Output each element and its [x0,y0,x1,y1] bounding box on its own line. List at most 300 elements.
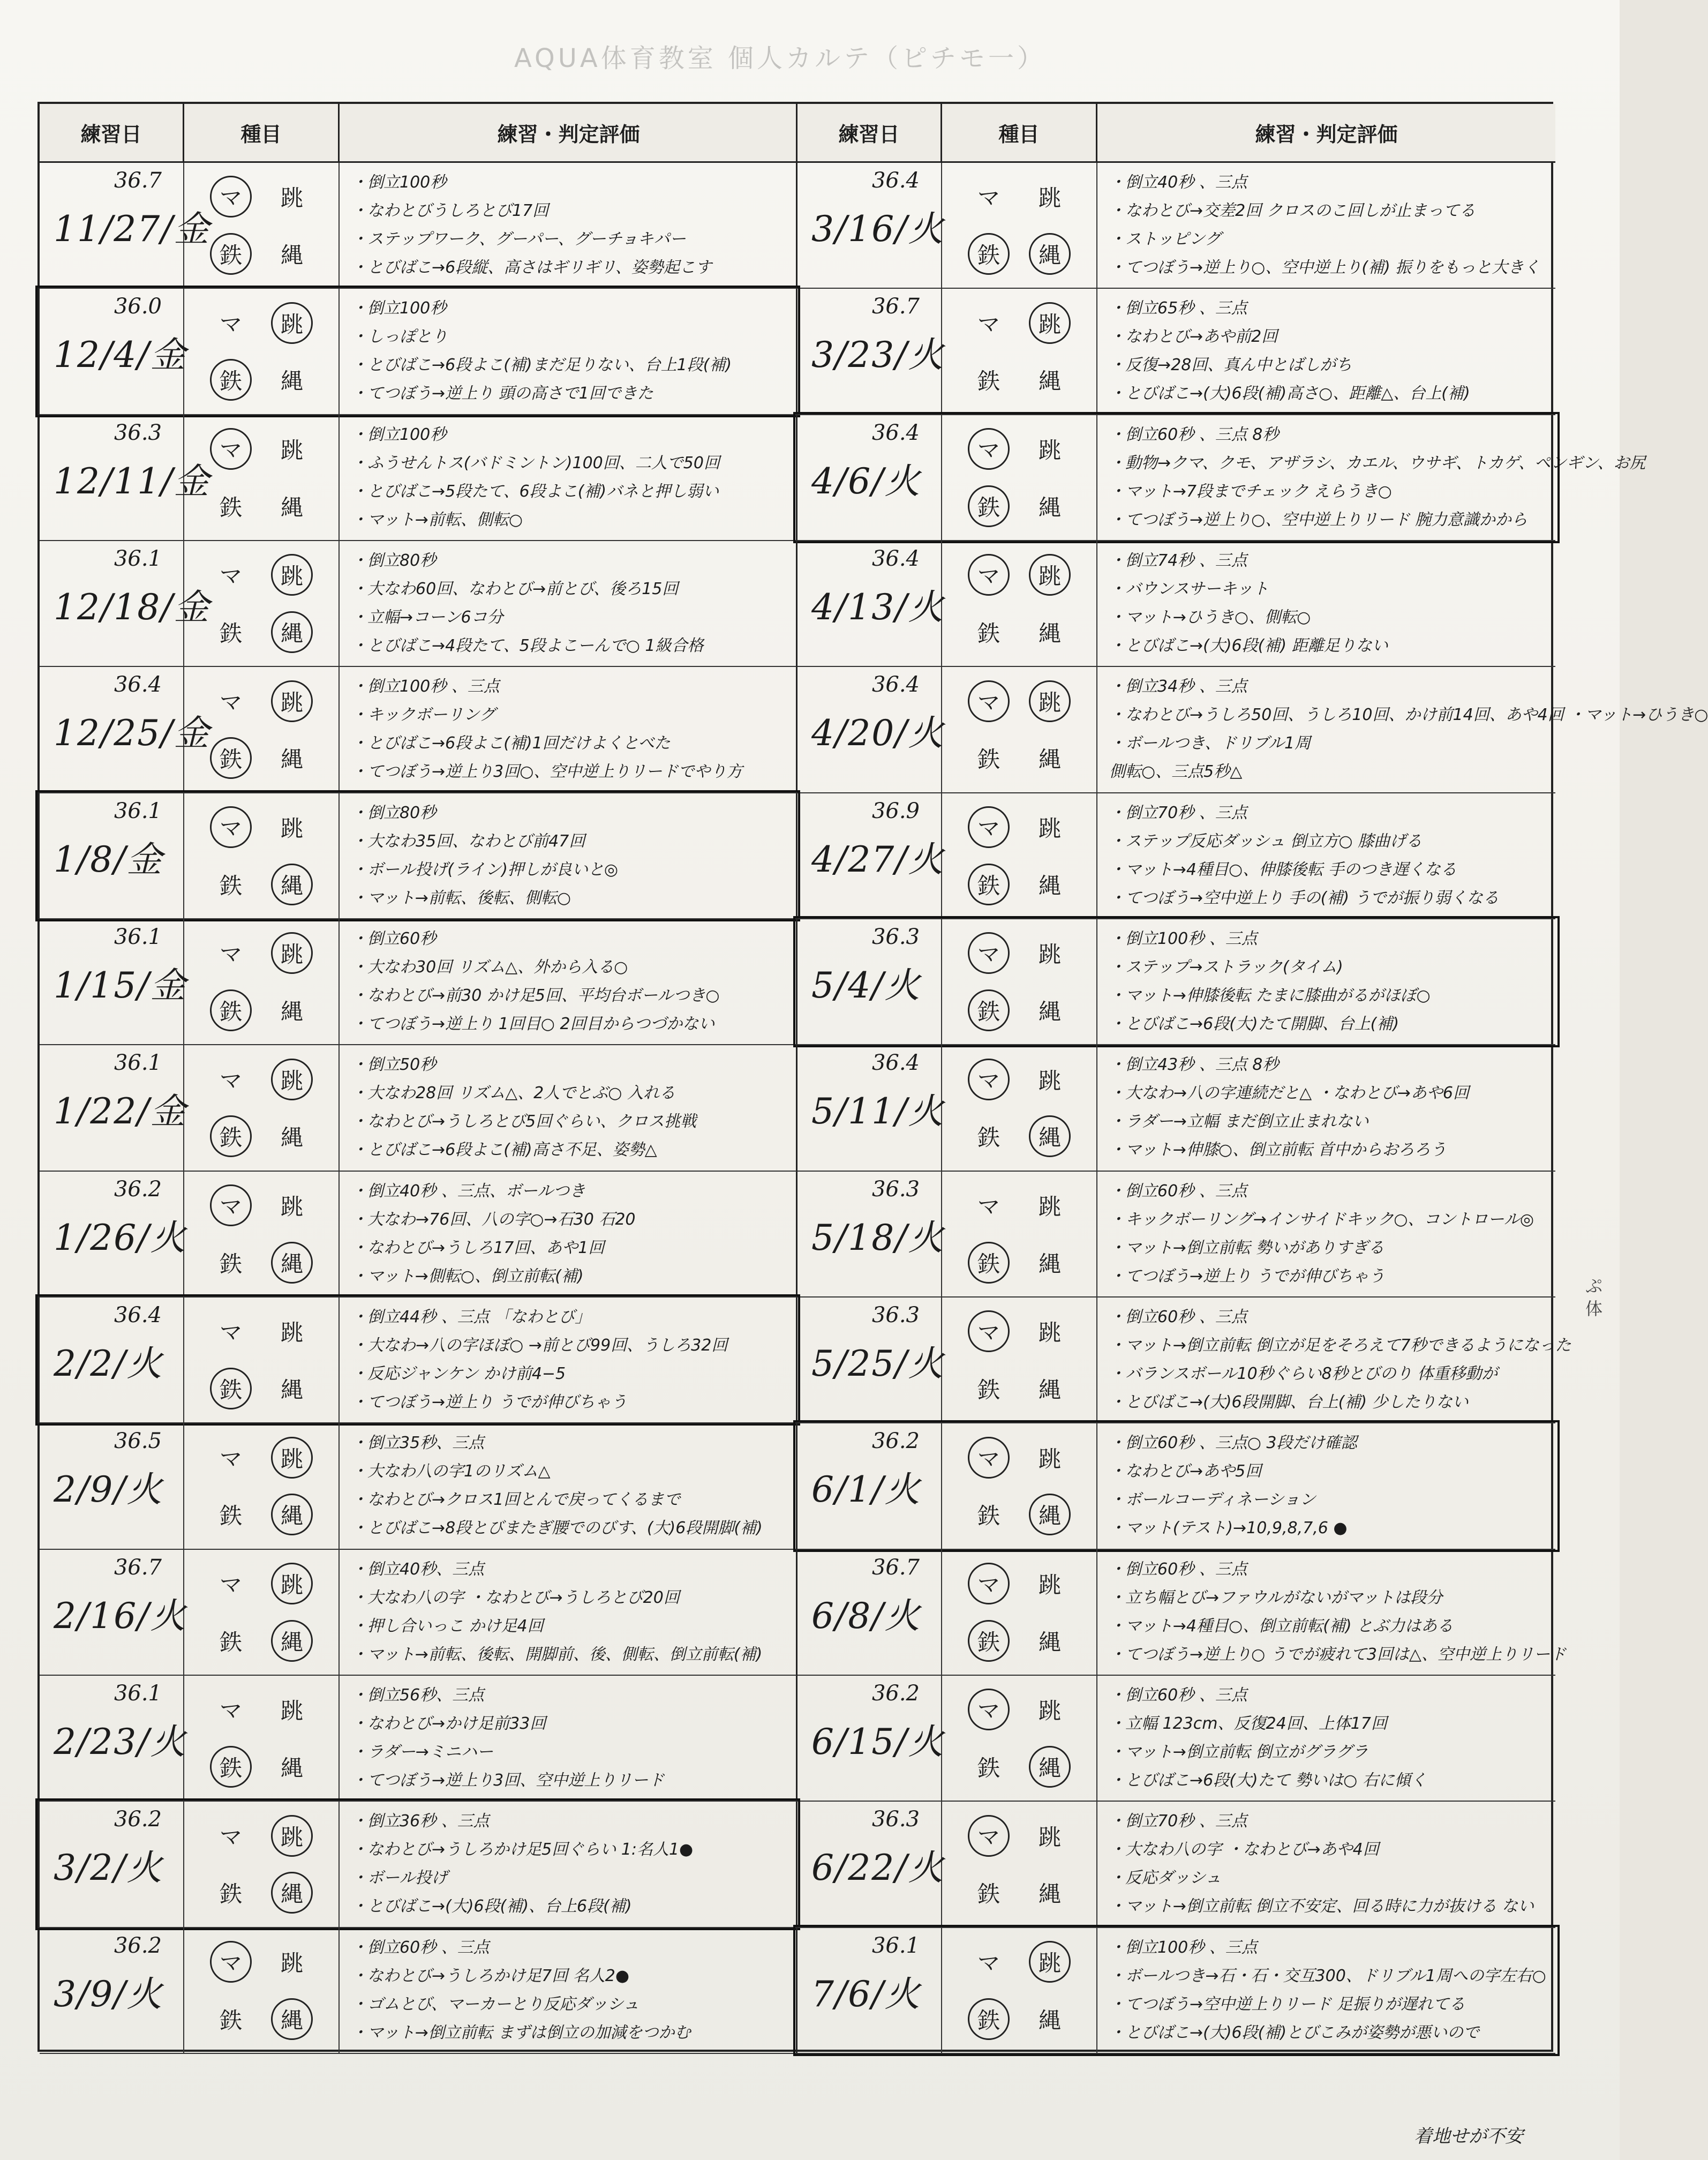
event-type-label: 跳 [1038,1445,1061,1472]
event-type-label: マ [219,311,242,338]
event-type-label: 跳 [1038,1824,1061,1850]
event-type-mark [1019,421,1080,478]
body-temperature: 36.5 [114,1429,162,1454]
event-type-mark [200,1612,261,1669]
event-type-cell [942,1045,1097,1170]
body-temperature: 36.4 [114,1302,162,1328]
event-type-mark [1019,672,1080,730]
date-cell [40,1550,187,1675]
record-row [797,415,1646,541]
event-type-mark [200,1177,261,1234]
note-line: ・大なわ35回、なわとび前47回 [351,831,585,851]
body-temperature: 36.7 [871,1555,920,1580]
event-type-mark [958,1681,1019,1738]
event-type-mark [1019,982,1080,1039]
note-line: ・倒立100秒 、三点 [351,677,500,696]
event-type-mark [1019,1738,1080,1796]
event-type-mark [1019,604,1080,661]
evaluation-notes [1097,1045,1555,1170]
note-line: ・マット→ひうき○、側転○ [1109,608,1311,627]
event-type-cell [184,1550,340,1675]
event-type-mark [1019,1360,1080,1418]
event-type-mark [200,1486,261,1543]
event-type-mark [958,1990,1019,2048]
event-type-mark [200,1234,261,1291]
event-type-label: マ [968,932,1010,974]
event-type-mark [261,421,322,478]
record-row [40,1298,797,1423]
date-cell [40,541,210,666]
body-temperature: 36.3 [871,1302,920,1328]
practice-date: 5/4/火 [811,964,921,1006]
note-line: ・ステップ反応ダッシュ 倒立方○ 膝曲げる [1109,831,1423,851]
event-type-label: 鉄 [219,1629,242,1655]
event-type-mark [1019,1555,1080,1612]
record-row [40,163,797,289]
event-type-mark [958,421,1019,478]
event-type-mark [261,351,322,409]
note-line: ・倒立60秒 [351,929,437,948]
event-type-mark [958,925,1019,982]
event-type-mark [958,546,1019,604]
event-type-mark [1019,226,1080,283]
body-temperature: 36.2 [871,1429,920,1454]
note-line: ・倒立40秒 、三点、ボールつき [351,1181,586,1201]
event-type-mark [261,730,322,787]
event-type-label: 縄 [1038,368,1061,395]
practice-date: 7/6/火 [811,1973,921,2015]
practice-date: 12/4/金 [54,334,187,376]
event-type-mark [1019,730,1080,787]
header-type: 種目 [942,104,1097,161]
event-type-mark [200,294,261,351]
note-line: ・ボール投げ(ライン)押しが良いと◎ [351,860,619,879]
note-line: ・倒立65秒 、三点 [1109,299,1247,318]
event-type-label: 跳 [1038,1319,1061,1346]
note-line: ・なわとび→前30 かけ足5回、平均台ボールつき○ [351,986,720,1005]
event-type-mark [261,672,322,730]
event-type-label: 縄 [1038,872,1061,899]
note-line: ・大なわ30回 リズム△、外から入る○ [351,957,628,977]
event-type-label: 鉄 [977,1503,1000,1529]
event-type-mark [200,982,261,1039]
note-line: ・倒立60秒 、三点 [1109,1559,1247,1579]
event-type-cell [184,793,340,918]
evaluation-notes [340,667,797,792]
event-type-label: マ [977,1949,1000,1976]
event-type-mark [261,1234,322,1291]
event-type-label: 跳 [1038,815,1061,842]
table-header-right [797,104,1555,163]
event-type-label: 鉄 [219,1503,242,1529]
event-type-mark [958,1177,1019,1234]
note-line: ・マット→倒立前転 倒立がグラグラ [1109,1742,1368,1761]
event-type-mark [1019,1429,1080,1486]
event-type-mark [1019,477,1080,535]
event-type-label: 縄 [280,494,303,521]
event-type-label: マ [977,311,1000,338]
event-type-label: マ [968,680,1010,722]
record-row [797,1928,1555,2054]
event-type-label: 跳 [280,185,303,212]
date-cell [40,793,184,918]
event-type-mark [261,1360,322,1418]
event-type-mark [261,546,322,604]
event-type-label: 縄 [1038,746,1061,773]
note-line: ・なわとび→あや前2回 [1109,327,1278,347]
event-type-label: 縄 [280,368,303,395]
note-line: ・とびばこ→6段よこ(補)まだ足りない、台上1段(補) [351,356,732,375]
event-type-cell [942,793,1097,918]
practice-date: 6/22/火 [811,1847,945,1889]
body-temperature: 36.1 [114,798,162,823]
body-temperature: 36.1 [871,1933,920,1958]
note-line: ・マット→側転○、倒立前転(補) [351,1266,584,1286]
note-line: ・大なわ28回 リズム△、2人でとぶ○ 入れる [351,1084,675,1103]
body-temperature: 36.4 [871,546,920,571]
event-type-mark [958,1360,1019,1418]
event-type-label: 跳 [271,302,313,344]
evaluation-notes [340,163,797,288]
practice-date: 12/11/金 [54,460,210,502]
date-cell [40,1676,187,1801]
event-type-label: 鉄 [219,494,242,521]
event-type-label: マ [968,806,1010,848]
evaluation-notes [340,1172,797,1296]
practice-date: 6/15/火 [811,1721,945,1762]
note-line: ・ボール投げ [351,1869,448,1888]
practice-date: 1/26/火 [54,1217,187,1258]
date-cell [40,1928,184,2053]
note-line: ・倒立40秒 、三点 [1109,173,1247,192]
note-line: ・てつぼう→逆上り うでが伸びちゃう [351,1392,627,1412]
event-type-label: 縄 [271,1620,313,1662]
event-type-label: 跳 [280,1193,303,1220]
note-line: ・倒立60秒 、三点○ 3段だけ確認 [1109,1434,1357,1453]
date-cell [40,163,210,288]
practice-date: 5/18/火 [811,1217,945,1258]
event-type-label: 跳 [280,1698,303,1724]
event-type-mark [261,1807,322,1864]
note-line: ・なわとび→うしろかけ足5回ぐらい 1:名人1● [351,1840,694,1859]
event-type-mark [1019,1681,1080,1738]
record-row [40,1550,797,1676]
event-type-label: 跳 [271,554,313,596]
practice-date: 2/16/火 [54,1595,187,1637]
event-type-label: 跳 [1038,1571,1061,1598]
event-type-mark [958,856,1019,913]
evaluation-notes [1097,1550,1567,1675]
note-line: ・倒立100秒 [351,425,447,444]
event-type-label: 縄 [280,1124,303,1151]
practice-date: 3/2/火 [54,1847,163,1889]
event-type-cell [184,1802,340,1926]
header-type: 種目 [184,104,340,161]
note-line: ・なわとび→クロス1回とんで戻ってくるまで [351,1490,681,1510]
body-temperature: 36.1 [114,924,162,949]
event-type-label: 縄 [280,1376,303,1403]
event-type-mark [958,982,1019,1039]
event-type-mark [1019,1990,1080,2048]
record-row [797,541,1555,667]
event-type-label: マ [219,1445,242,1472]
note-line: ・てつぼう→空中逆上りリード 足振りが遅れてる [1109,1994,1465,2014]
date-cell [797,1298,945,1422]
event-type-label: 鉄 [977,1881,1000,1908]
note-line: ・ステップ→ストラック(タイム) [1109,957,1343,977]
body-temperature: 36.3 [871,1176,920,1202]
event-type-label: 跳 [271,1437,313,1479]
note-line: ・マット→7段までチェック えらうき○ [1109,482,1392,501]
evaluation-notes [1097,1172,1555,1296]
event-type-mark [261,856,322,913]
event-type-label: マ [219,1067,242,1094]
event-type-mark [958,1555,1019,1612]
note-line: ・マット→前転、後転、側転○ [351,888,571,908]
event-type-label: 跳 [280,815,303,842]
note-line: ・大なわ→76回、八の字○→石30 石20 [351,1210,636,1229]
event-type-label: マ [219,1319,242,1346]
event-type-label: マ [210,428,252,470]
event-type-label: 鉄 [977,746,1000,773]
date-cell [797,289,945,414]
note-line: ・マット→4種目○、伸膝後転 手のつき遅くなる [1109,860,1457,879]
note-line: ・なわとび→うしろかけ足7回 名人2● [351,1966,630,1985]
event-type-label: マ [219,1824,242,1850]
event-type-cell [184,1298,340,1422]
note-line: ・反応ジャンケン かけ前4−5 [351,1364,566,1383]
event-type-label: 跳 [280,1949,303,1976]
body-temperature: 36.1 [114,1051,162,1076]
practice-date: 6/8/火 [811,1595,921,1637]
date-cell [797,1045,945,1170]
note-line: ・ラダー→ミニハー [351,1742,493,1761]
note-line: ・倒立60秒 、三点 [1109,1307,1247,1326]
note-line: ・ふうせんトス(バドミントン)100回、二人で50回 [351,453,720,472]
event-type-label: 鉄 [210,359,252,401]
note-line: ・マット(テスト)→10,9,8,7,6 ● [1109,1519,1348,1538]
note-line: ・なわとび→かけ足前33回 [351,1714,546,1733]
note-line: ・倒立36秒 、三点 [351,1812,490,1831]
event-type-label: 鉄 [210,1115,252,1157]
practice-date: 2/23/火 [54,1721,187,1762]
evaluation-notes [1097,667,1708,792]
note-line: ・とびばこ→(大)6段開脚、台上(補) 少したりない [1109,1392,1469,1412]
record-row [797,163,1555,289]
evaluation-notes [340,1423,797,1548]
practice-date: 11/27/金 [54,208,210,250]
record-row [797,1676,1555,1802]
note-line: ・反応ダッシュ [1109,1869,1222,1888]
header-eval: 練習・判定評価 [497,123,640,146]
header-date: 練習日 [40,104,184,161]
date-cell [797,1423,942,1548]
record-row [797,793,1555,919]
body-temperature: 36.1 [114,546,162,571]
event-type-cell [184,1676,340,1801]
record-row [40,289,797,415]
date-cell [797,415,942,540]
note-line: ・倒立60秒 、三点 8秒 [1109,425,1279,444]
note-line: ・マット→前転、後転、開脚前、後、側転、倒立前転(補) [351,1645,763,1664]
note-line: ・大なわ→八の字連続だと△ ・なわとび→あや6回 [1109,1084,1469,1103]
event-type-mark [958,1234,1019,1291]
event-type-cell [942,1676,1097,1801]
event-type-label: 鉄 [968,1998,1010,2040]
event-type-mark [1019,351,1080,409]
note-line: ・なわとび→交差2回 クロスのこ回しが止まってる [1109,201,1476,220]
note-line: ・倒立50秒 [351,1055,437,1075]
evaluation-notes [1097,1676,1555,1801]
event-type-label: 鉄 [219,2007,242,2034]
event-type-cell [184,919,340,1044]
note-line: ・バウンスサーキット [1109,579,1269,598]
event-type-mark [261,1738,322,1796]
event-type-mark [261,1555,322,1612]
note-line: ・大なわ60回、なわとび→前とび、後ろ15回 [351,579,679,598]
event-type-mark [261,799,322,856]
date-cell [40,1172,187,1296]
event-type-label: 鉄 [968,864,1010,905]
event-type-label: マ [968,1059,1010,1100]
event-type-mark [958,294,1019,351]
event-type-cell [942,541,1097,666]
note-line: ・なわとび→うしろとび5回ぐらい、クロス挑戦 [351,1112,697,1131]
record-row [40,541,797,667]
practice-date: 12/18/金 [54,586,210,628]
record-row [40,415,797,541]
body-temperature: 36.4 [114,672,162,698]
note-line: ・マット→倒立前転 倒立が足をそろえて7秒できるようになった [1109,1336,1571,1355]
record-row [797,667,1708,793]
practice-date: 4/13/火 [811,586,945,628]
record-row [40,1045,797,1171]
event-type-label: 鉄 [210,1746,252,1788]
event-type-label: 跳 [1029,1941,1071,1983]
margin-marks: ぷ 体 [1585,1276,1603,1319]
event-type-mark [958,1051,1019,1108]
event-type-mark [1019,1108,1080,1165]
event-type-label: 跳 [271,680,313,722]
event-type-label: 跳 [271,932,313,974]
header-eval: 練習・判定評価 [1255,123,1398,146]
date-cell [797,1676,945,1801]
record-row [40,1172,797,1298]
note-line: ・とびばこ→(大)6段(補)とびこみが姿勢が悪いので [1109,2023,1480,2042]
event-type-label: マ [968,1815,1010,1857]
event-type-mark [958,799,1019,856]
event-type-mark [958,351,1019,409]
record-row [797,1802,1555,1928]
note-line: ・マット→伸膝後転 たまに膝曲がるがほぼ○ [1109,986,1431,1005]
event-type-label: 跳 [1038,185,1061,212]
event-type-label: 鉄 [210,1368,252,1409]
event-type-cell [942,415,1097,540]
note-line: ・ボールコーディネーション [1109,1490,1316,1510]
event-type-label: 縄 [271,1494,313,1535]
note-line: ・ボールつき、ドリブル1周 [1109,734,1311,753]
date-cell [797,1550,942,1675]
event-type-mark [261,1990,322,2048]
event-type-label: 跳 [1029,554,1071,596]
event-type-label: 鉄 [219,1250,242,1277]
event-type-label: 鉄 [977,368,1000,395]
event-type-mark [200,1807,261,1864]
event-type-label: 縄 [1038,494,1061,521]
note-line: ・てつぼう→逆上り○ うでが疲れて3回は△、空中逆上りリード [1109,1645,1567,1664]
note-line: ・大なわ八の字 ・なわとび→うしろとび20回 [351,1588,680,1607]
record-row [40,1676,797,1802]
event-type-mark [200,1990,261,2048]
event-type-mark [200,1303,261,1360]
evaluation-notes [340,415,797,540]
record-row [40,919,797,1045]
event-type-mark [958,672,1019,730]
event-type-mark [261,1429,322,1486]
note-line: ・とびばこ→(大)6段(補)、台上6段(補) [351,1897,632,1916]
note-line: ・とびばこ→5段たて、6段よこ(補)バネと押し弱い [351,482,719,501]
event-type-label: マ [968,1310,1010,1352]
note-line: ・倒立70秒 、三点 [1109,803,1247,822]
practice-date: 5/25/火 [811,1342,945,1384]
body-temperature: 36.4 [871,420,920,445]
event-type-mark [1019,925,1080,982]
event-type-mark [958,477,1019,535]
event-type-mark [1019,168,1080,226]
event-type-cell [942,1298,1097,1422]
note-line: ・倒立80秒 [351,551,437,570]
note-line: ・大なわ→八の字ほぼ○ →前とび99回、うしろ32回 [351,1336,728,1355]
event-type-mark [958,1807,1019,1864]
header-date: 練習日 [797,104,942,161]
note-line: ・てつぼう→逆上り 1回目○ 2回目からつづかない [351,1014,715,1033]
date-cell [797,667,945,792]
note-line: ・キックボーリング→インサイドキック○、コントロール◎ [1109,1210,1534,1229]
event-type-label: 跳 [271,1563,313,1604]
evaluation-notes [1097,289,1555,414]
practice-date: 1/8/金 [54,838,163,880]
event-type-mark [958,1933,1019,1991]
event-type-label: 縄 [280,998,303,1025]
event-type-mark [1019,799,1080,856]
practice-date: 2/9/火 [54,1469,163,1511]
note-line: ・倒立56秒、三点 [351,1685,485,1705]
evaluation-notes [1097,541,1555,666]
event-type-label: 縄 [271,611,313,653]
practice-date: 6/1/火 [811,1469,921,1511]
event-type-mark [261,1051,322,1108]
event-type-mark [958,1738,1019,1796]
date-cell [797,919,942,1044]
date-cell [40,667,210,792]
note-line: ・倒立100秒 、三点 [1109,1938,1258,1957]
evaluation-notes [340,289,797,414]
event-type-mark [1019,1807,1080,1864]
date-cell [40,1802,184,1926]
event-type-label: 鉄 [977,620,1000,647]
event-type-cell [184,289,340,414]
event-type-label: マ [968,1437,1010,1479]
note-line: ・マット→倒立前転 倒立不安定、回る時に力が抜ける ない [1109,1897,1534,1916]
note-line: ・とびばこ→6段(大)たて開脚、台上(補) [1109,1014,1399,1033]
note-line: ・キックボーリング [351,706,495,725]
event-type-mark [1019,1864,1080,1922]
event-type-cell [942,289,1097,414]
note-line: ・ラダー→立幅 まだ倒立止まれない [1109,1112,1369,1131]
note-line: ・バランスボール10秒ぐらい8秒とびのり 体重移動が [1109,1364,1498,1383]
event-type-label: 縄 [1029,1746,1071,1788]
note-line: ・押し合いっこ かけ足4回 [351,1616,544,1636]
